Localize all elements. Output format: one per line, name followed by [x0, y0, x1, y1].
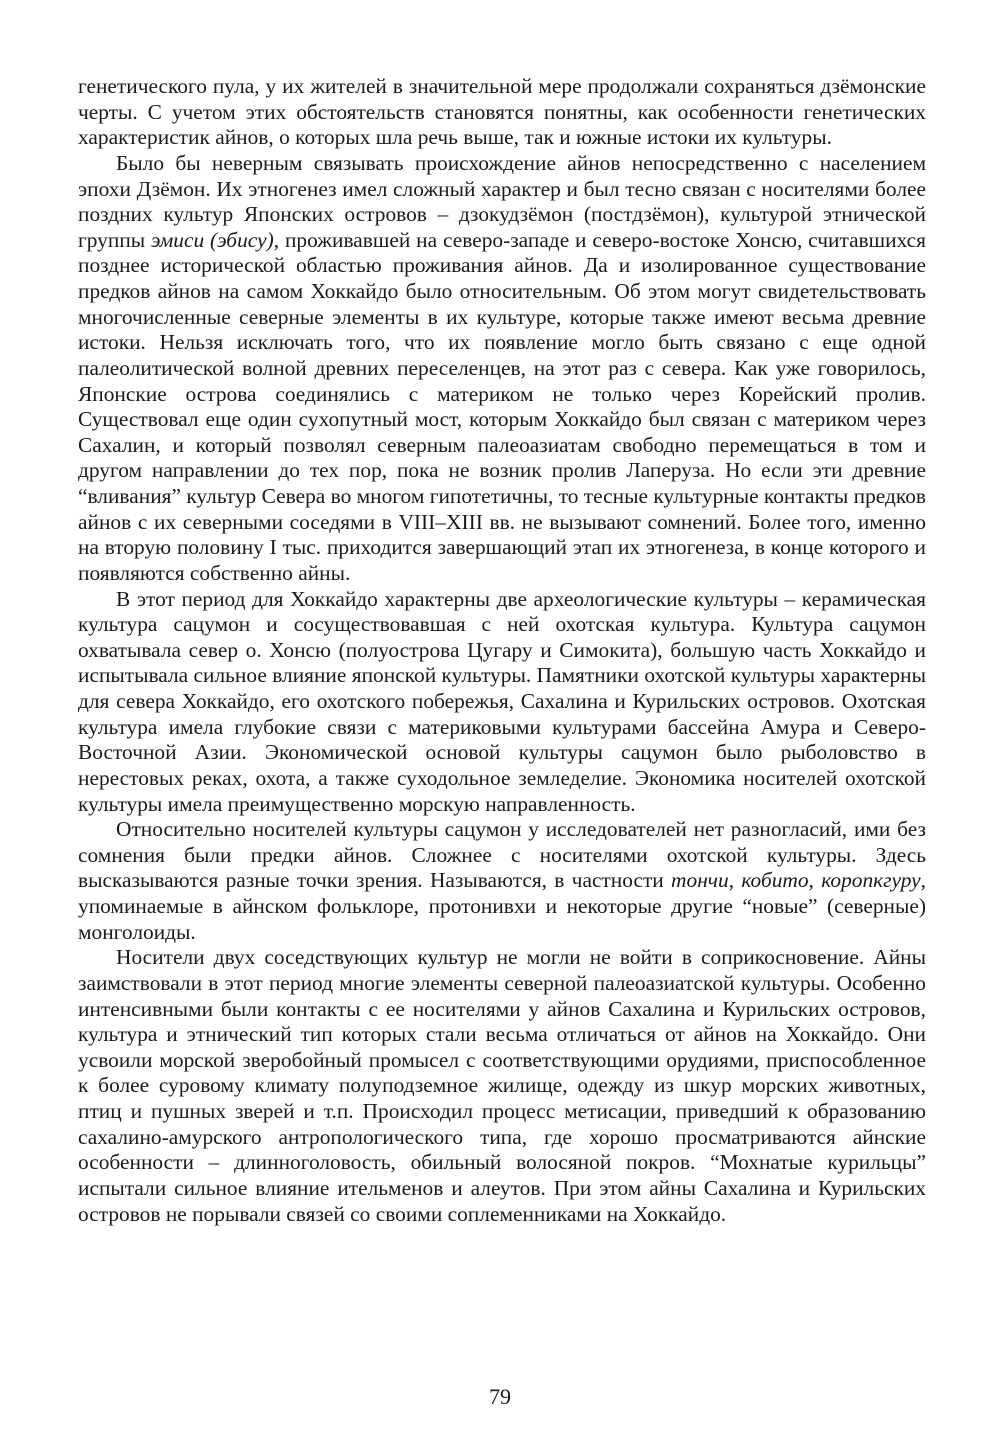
- text-segment: Носители двух соседствующих культур не могли не войти в соприкосновение. Айны заимствовали в этот период многие элементы северной палеоазиатской культуры. Особенно интенсивными были контакты с ее носителями у айнов Сахалина и Курильских островов, культура и этнический тип которых стали весьма отличаться от айнов на Хоккайдо. Они усвоили морской зверобойный промысел с соответствующими орудиями, приспособленное к более суровому климату полуподземное жилище, одежду из шкур морских животных, птиц и пушных зверей и т.п. Происходил процесс метисации, приведший к образованию сахалино-амурского антропологического типа, где хорошо просматриваются айнские особенности – длинноголовость, обильный волосяной покров. “Мохнатые курильцы” испытали сильное влияние ительменов и алеутов. При этом айны Сахалина и Курильских островов не порывали связей со своими соплеменниками на Хоккайдо.: [78, 945, 926, 1226]
- text-segment: ,: [728, 868, 742, 893]
- text-segment: , упоминаемые в айнском фольклоре, протонивхи и некоторые другие “новые” (северные) монголоиды.: [78, 868, 926, 944]
- page-number: 79: [489, 1384, 511, 1409]
- paragraph: [78, 587, 926, 818]
- page-body: [78, 74, 926, 1227]
- text-segment: , проживавшей на северо-западе и северо-востоке Хонсю, считавшихся позднее исторической областью проживания айнов. Да и изолированное существование предков айнов на самом Хоккайдо было относительным. Об этом могут свидетельствовать многочисленные северные элементы в их культуре, которые также имеют весьма древние истоки. Нельзя исключать того, что их появление могло быть связано с еще одной палеолитической волной древних переселенцев, на этот раз с севера. Как уже говорилось, Японские острова соединялись с материком не только через Корейский пролив. Существовал еще один сухопутный мост, которым Хоккайдо был связан с материком через Сахалин, и который позволял северным палеоазиатам свободно перемещаться в том и другом направлении до тех пор, пока не возник пролив Лаперуза. Но если эти древние “вливания” культур Севера во многом гипотетичны, то тесные культурные контакты предков айнов с их северными соседями в VIII–XIII вв. не вызывают сомнений. Более того, именно на вторую половину I тыс. приходится завершающий этап их этногенеза, в конце которого и появляются собственно айны.: [78, 227, 926, 585]
- text-segment: генетического пула, у их жителей в значительной мере продолжали сохраняться дзёмонские черты. С учетом этих обстоятельств становятся понятны, как особенности генетических характеристик айнов, о которых шла речь выше, так и южные истоки их культуры.: [78, 74, 926, 150]
- italic-term: тончи: [671, 868, 729, 893]
- paragraph: [78, 945, 926, 1227]
- text-segment: ,: [808, 868, 822, 893]
- text-segment: Относительно носителей культуры сацумон у исследователей нет разногласий, ими без сомнения были предки айнов. Сложнее с носителями охотской культуры. Здесь высказываются разные точки зрения. Называются, в частности: [78, 817, 926, 893]
- italic-term: эмиси (эбису): [151, 227, 274, 252]
- text-segment: Было бы неверным связывать происхождение айнов непосредственно с населением эпохи Дзёмон. Их этногенез имел сложный характер и был тесно связан с носителями более поздних культур Японских островов – дзокудзёмон (постдзёмон), культурой этнической группы: [78, 150, 926, 252]
- paragraph: [78, 817, 926, 945]
- text-segment: В этот период для Хоккайдо характерны две археологические культуры – керамическая культура сацумон и сосуществовавшая с ней охотская культура. Культура сацумон охватывала север о. Хонсю (полуострова Цугару и Симокита), большую часть Хоккайдо и испытывала сильное влияние японской культуры. Памятники охотской культуры характерны для севера Хоккайдо, его охотского побережья, Сахалина и Курильских островов. Охотская культура имела глубокие связи с материковыми культурами бассейна Амура и Северо-Восточной Азии. Экономической основой культуры сацумон было рыболовство в нерестовых реках, охота, а также суходольное земледелие. Экономика носителей охотской культуры имела преимущественно морскую направленность.: [78, 586, 926, 816]
- italic-term: коропкгуру: [821, 868, 921, 893]
- italic-term: кобито: [741, 868, 809, 893]
- paragraph: [78, 151, 926, 587]
- paragraph: [78, 74, 926, 151]
